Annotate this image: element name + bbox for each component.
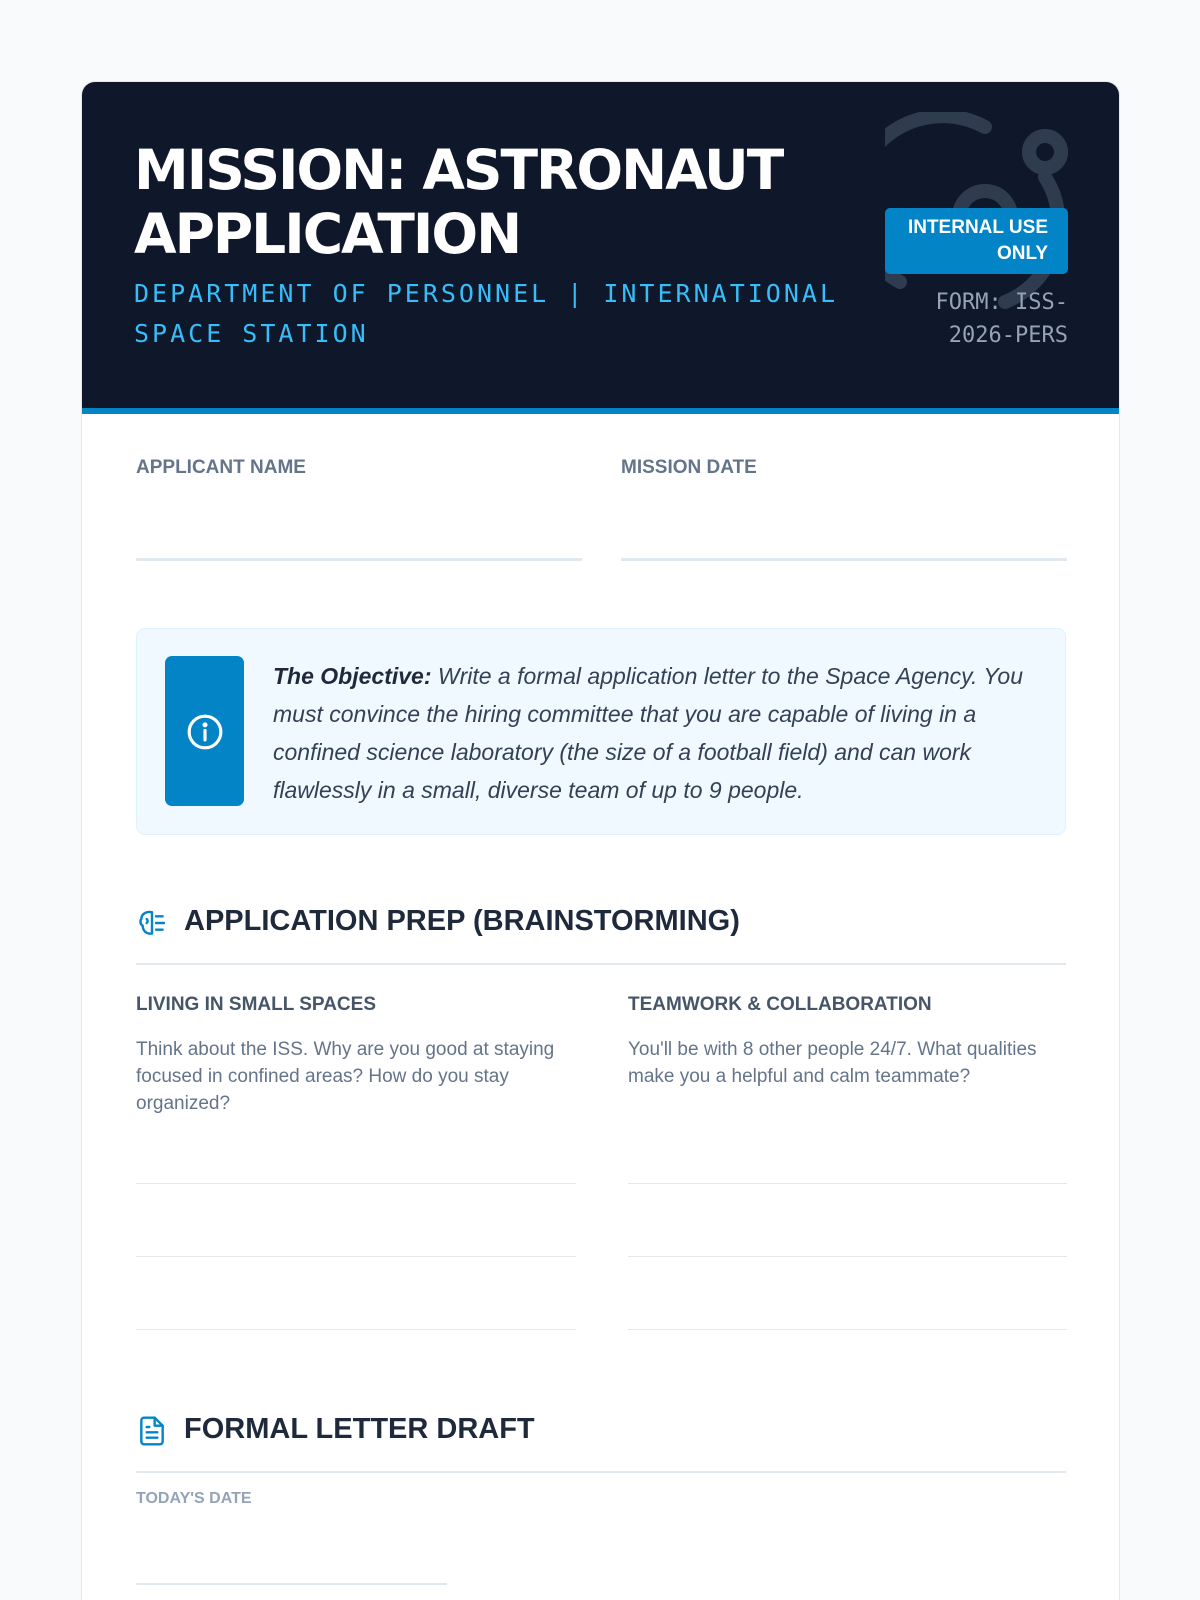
objective-body: Write a formal application letter to the Space Agency. You must convince the hiring committee that you are capable of living in a confined science laboratory (the size of a football field) and can work flawlessly in a small, diverse team of up to 9 people. — [273, 663, 1023, 803]
living-spaces-line-1[interactable] — [136, 1183, 576, 1184]
objective-text — [273, 657, 1043, 809]
todays-date-label: TODAY'S DATE — [136, 1490, 252, 1507]
brainstorm-title: APPLICATION PREP (BRAINSTORMING) — [184, 905, 740, 937]
mission-date-field[interactable] — [621, 558, 1067, 561]
teamwork-line-1[interactable] — [628, 1183, 1067, 1184]
form-header — [82, 82, 1119, 414]
letter-section-title — [136, 1411, 1066, 1473]
mission-date-label: MISSION DATE — [621, 457, 757, 478]
form-id: FORM: ISS-2026-PERS — [935, 290, 1068, 348]
application-form-card — [81, 81, 1120, 1600]
page-title: MISSION: ASTRONAUT APPLICATION — [134, 138, 783, 266]
applicant-name-label: APPLICANT NAME — [136, 457, 306, 478]
living-spaces-line-3[interactable] — [136, 1329, 576, 1330]
internal-use-badge: INTERNAL USE ONLY — [885, 208, 1068, 274]
teamwork-heading: TEAMWORK & COLLABORATION — [628, 994, 932, 1015]
living-spaces-heading: LIVING IN SMALL SPACES — [136, 994, 376, 1015]
living-spaces-prompt: Think about the ISS. Why are you good at staying focused in confined areas? How do you stay organized? — [136, 1039, 555, 1114]
letter-title: FORMAL LETTER DRAFT — [184, 1413, 535, 1445]
teamwork-line-2[interactable] — [628, 1256, 1067, 1257]
objective-icon-box — [165, 656, 244, 806]
teamwork-prompt: You'll be with 8 other people 24/7. What qualities make you a helpful and calm teammate? — [628, 1039, 1037, 1087]
info-icon — [186, 713, 224, 751]
applicant-name-field[interactable] — [136, 558, 582, 561]
todays-date-field[interactable] — [136, 1583, 447, 1585]
brainstorm-section-title — [136, 903, 1066, 965]
brain-icon — [136, 907, 168, 939]
living-spaces-line-2[interactable] — [136, 1256, 576, 1257]
objective-callout — [136, 628, 1066, 835]
document-icon — [136, 1415, 168, 1447]
department-subtitle: DEPARTMENT OF PERSONNEL | INTERNATIONAL SPACE STATION — [134, 279, 838, 348]
teamwork-line-3[interactable] — [628, 1329, 1067, 1330]
objective-lead: The Objective: — [273, 663, 432, 689]
